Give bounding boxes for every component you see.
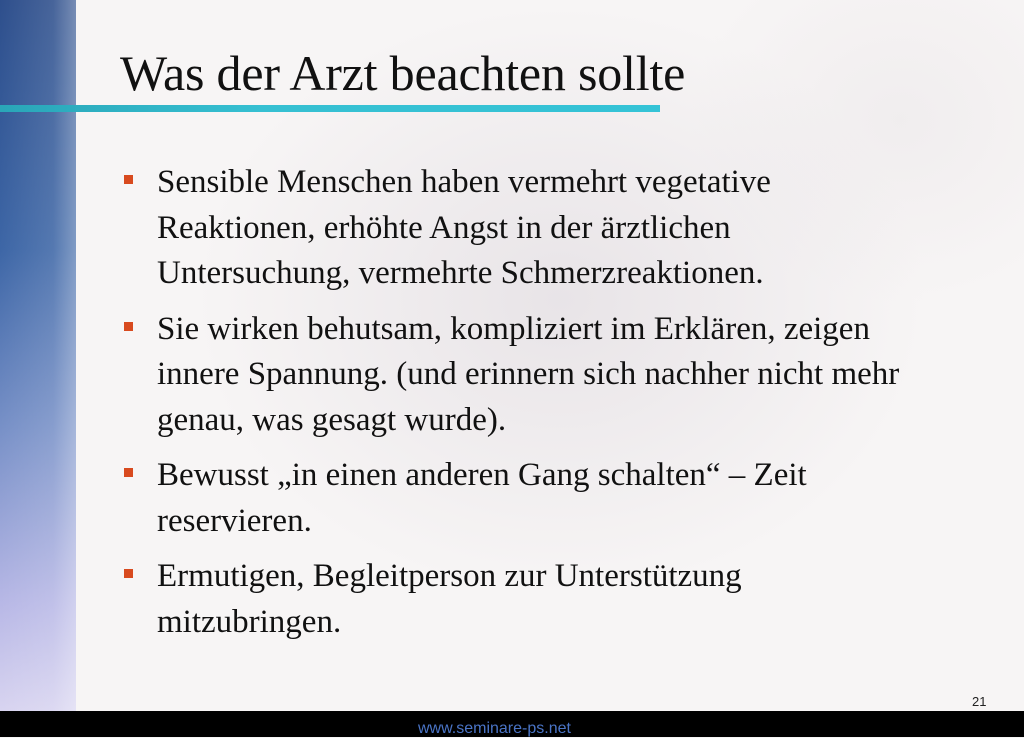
- bullet-item: [120, 307, 920, 444]
- square-bullet-icon: [124, 569, 133, 578]
- bullet-text: Bewusst „in einen anderen Gang schalten“ – Zeit reservieren.: [157, 457, 807, 539]
- bullet-text: Sensible Menschen haben vermehrt vegetative Reaktionen, erhöhte Angst in der ärztlichen Untersuchung, vermehrte Schmerzreaktionen.: [157, 164, 771, 291]
- slide-title: Was der Arzt beachten sollte: [120, 45, 686, 101]
- title-underline: [0, 105, 660, 112]
- bullet-text: Ermutigen, Begleitperson zur Unterstützung mitzubringen.: [157, 558, 742, 640]
- bullet-item: [120, 554, 920, 645]
- bullet-item: [120, 160, 920, 297]
- footer-website-link[interactable]: www.seminare-ps.net: [418, 720, 571, 737]
- page-number: 21: [972, 694, 987, 709]
- square-bullet-icon: [124, 322, 133, 331]
- square-bullet-icon: [124, 175, 133, 184]
- bullet-text: Sie wirken behutsam, kompliziert im Erklären, zeigen innere Spannung. (und erinnern sich nachher nicht mehr genau, was gesagt wurde).: [157, 310, 900, 438]
- bullet-list: [120, 160, 920, 655]
- square-bullet-icon: [124, 468, 133, 477]
- bullet-item: [120, 453, 920, 544]
